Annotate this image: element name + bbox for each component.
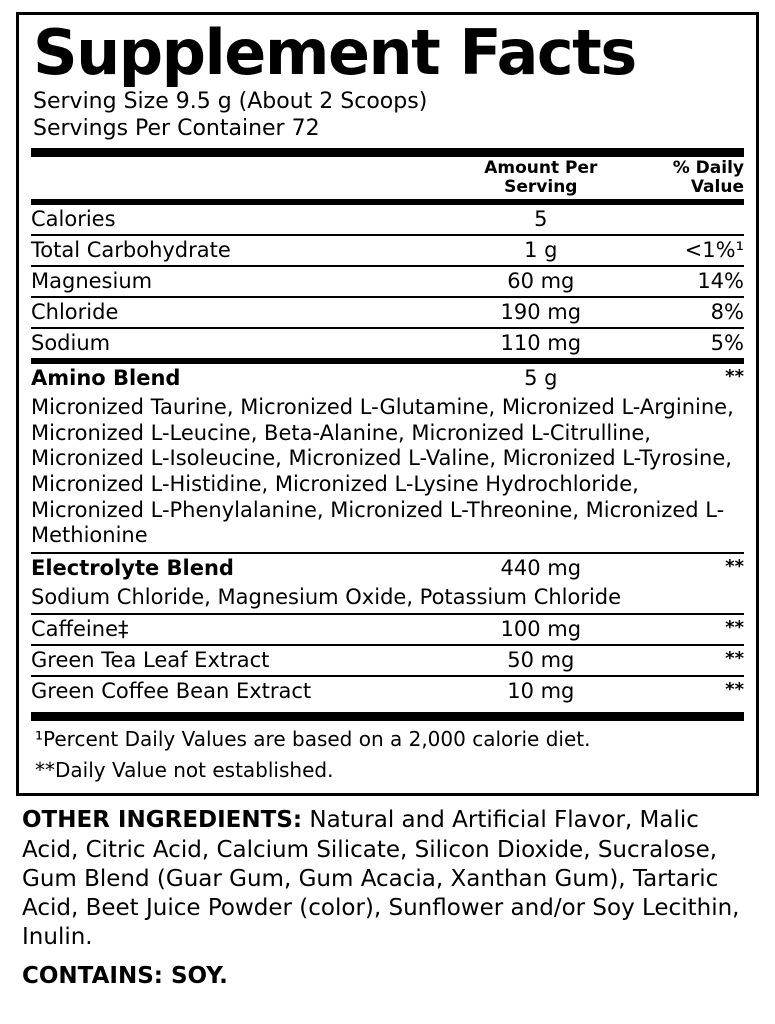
page-title: Supplement Facts: [33, 16, 636, 89]
nutrient-amount: 5: [534, 207, 548, 232]
nutrient-name: Total Carbohydrate: [31, 235, 445, 266]
footnote-dv-not-established: **Daily Value not established.: [35, 758, 334, 783]
amino-blend-amount: 5 g: [524, 366, 558, 391]
servings-per-container: Servings Per Container 72: [33, 115, 320, 141]
table-row: [31, 645, 744, 676]
nutrient-dv: [637, 205, 744, 235]
other-ingredients-label: OTHER INGREDIENTS:: [22, 807, 303, 834]
serving-size: Serving Size 9.5 g (About 2 Scoops): [33, 88, 428, 114]
supplement-facts-panel: [16, 12, 759, 796]
nutrient-name: Chloride: [31, 297, 445, 328]
table-header-row: [31, 157, 744, 199]
amino-blend-dv: **: [725, 366, 744, 388]
ingredient-dv: **: [637, 645, 744, 676]
nutrient-name: Magnesium: [31, 266, 445, 297]
electrolyte-blend-dv: **: [637, 553, 744, 583]
footnote-daily-values: ¹Percent Daily Values are based on a 2,000 calorie diet.: [35, 727, 591, 752]
ingredient-name: Caffeine‡: [31, 614, 445, 645]
ingredient-name: Green Coffee Bean Extract: [31, 676, 445, 706]
table-row: [31, 328, 744, 358]
electrolyte-blend-row: [31, 553, 744, 583]
electrolyte-blend-detail-row: [31, 583, 744, 615]
nutrient-amount: 60 mg: [445, 266, 638, 297]
amino-blend-detail: Micronized Taurine, Micronized L-Glutamine, Micronized L-Arginine, Micronized L-Leucine, Beta-Alanine, Micronized L-Citrulline, Micronized L-Isoleucine, Micronized L-Valine, Micronized L-Tyrosine, Micronized L-Histidine, Micronized L-Lysine Hydrochloride, Micronized L-Phenylalanine, Micronized L-Threonine, Micronized L-Methionine: [31, 395, 734, 548]
table-row: [31, 266, 744, 297]
nutrient-name: Sodium: [31, 328, 445, 358]
nutrient-amount: 190 mg: [445, 297, 638, 328]
header-daily-value: [637, 157, 744, 199]
electrolyte-blend-name: Electrolyte Blend: [31, 553, 445, 583]
ingredient-dv: **: [637, 676, 744, 706]
header-dv-line1: % Daily: [672, 157, 744, 178]
contains-statement: CONTAINS: SOY.: [22, 962, 228, 989]
table-row: [31, 205, 744, 235]
header-amount-line2: Serving: [504, 176, 578, 197]
other-ingredients: [22, 806, 755, 952]
amino-blend-row: [31, 364, 744, 393]
ingredient-amount: 10 mg: [445, 676, 638, 706]
nutrient-name: Calories: [31, 207, 116, 232]
ingredient-dv: **: [637, 614, 744, 645]
header-blank: [31, 157, 445, 199]
divider-thick-top: [31, 148, 744, 157]
ingredient-amount: 50 mg: [445, 645, 638, 676]
table-row: [31, 676, 744, 706]
nutrient-amount: 1 g: [445, 235, 638, 266]
electrolyte-blend-detail: Sodium Chloride, Magnesium Oxide, Potassium Chloride: [31, 584, 622, 609]
nutrient-rows-table: [31, 205, 744, 358]
amino-blend-name: Amino Blend: [31, 366, 181, 391]
ingredient-amount: 100 mg: [445, 614, 638, 645]
nutrient-dv: 14%: [637, 266, 744, 297]
header-dv-line2: Value: [690, 176, 744, 197]
table-row: [31, 235, 744, 266]
nutrient-dv: 5%: [637, 328, 744, 358]
header-amount-per-serving: [445, 157, 638, 199]
table-row: [31, 614, 744, 645]
header-amount-line1: Amount Per: [484, 157, 598, 178]
blends-table: [31, 364, 744, 706]
table-row: [31, 297, 744, 328]
nutrient-dv: <1%¹: [637, 235, 744, 266]
other-ingredients-text: Natural and Artificial Flavor, Malic Acid, Citric Acid, Calcium Silicate, Silicon Dioxide, Sucralose, Gum Blend (Guar Gum, Gum Acacia, Xanthan Gum), Tartaric Acid, Beet Juice Powder (color), Sunflower and/or Soy Lecithin, Inulin.: [22, 807, 740, 951]
amino-blend-detail-row: [31, 393, 744, 553]
nutrition-table: [31, 157, 744, 199]
electrolyte-blend-amount: 440 mg: [445, 553, 638, 583]
nutrient-amount: 110 mg: [445, 328, 638, 358]
ingredient-name: Green Tea Leaf Extract: [31, 645, 445, 676]
divider-thick-bottom: [31, 712, 744, 721]
nutrient-dv: 8%: [637, 297, 744, 328]
